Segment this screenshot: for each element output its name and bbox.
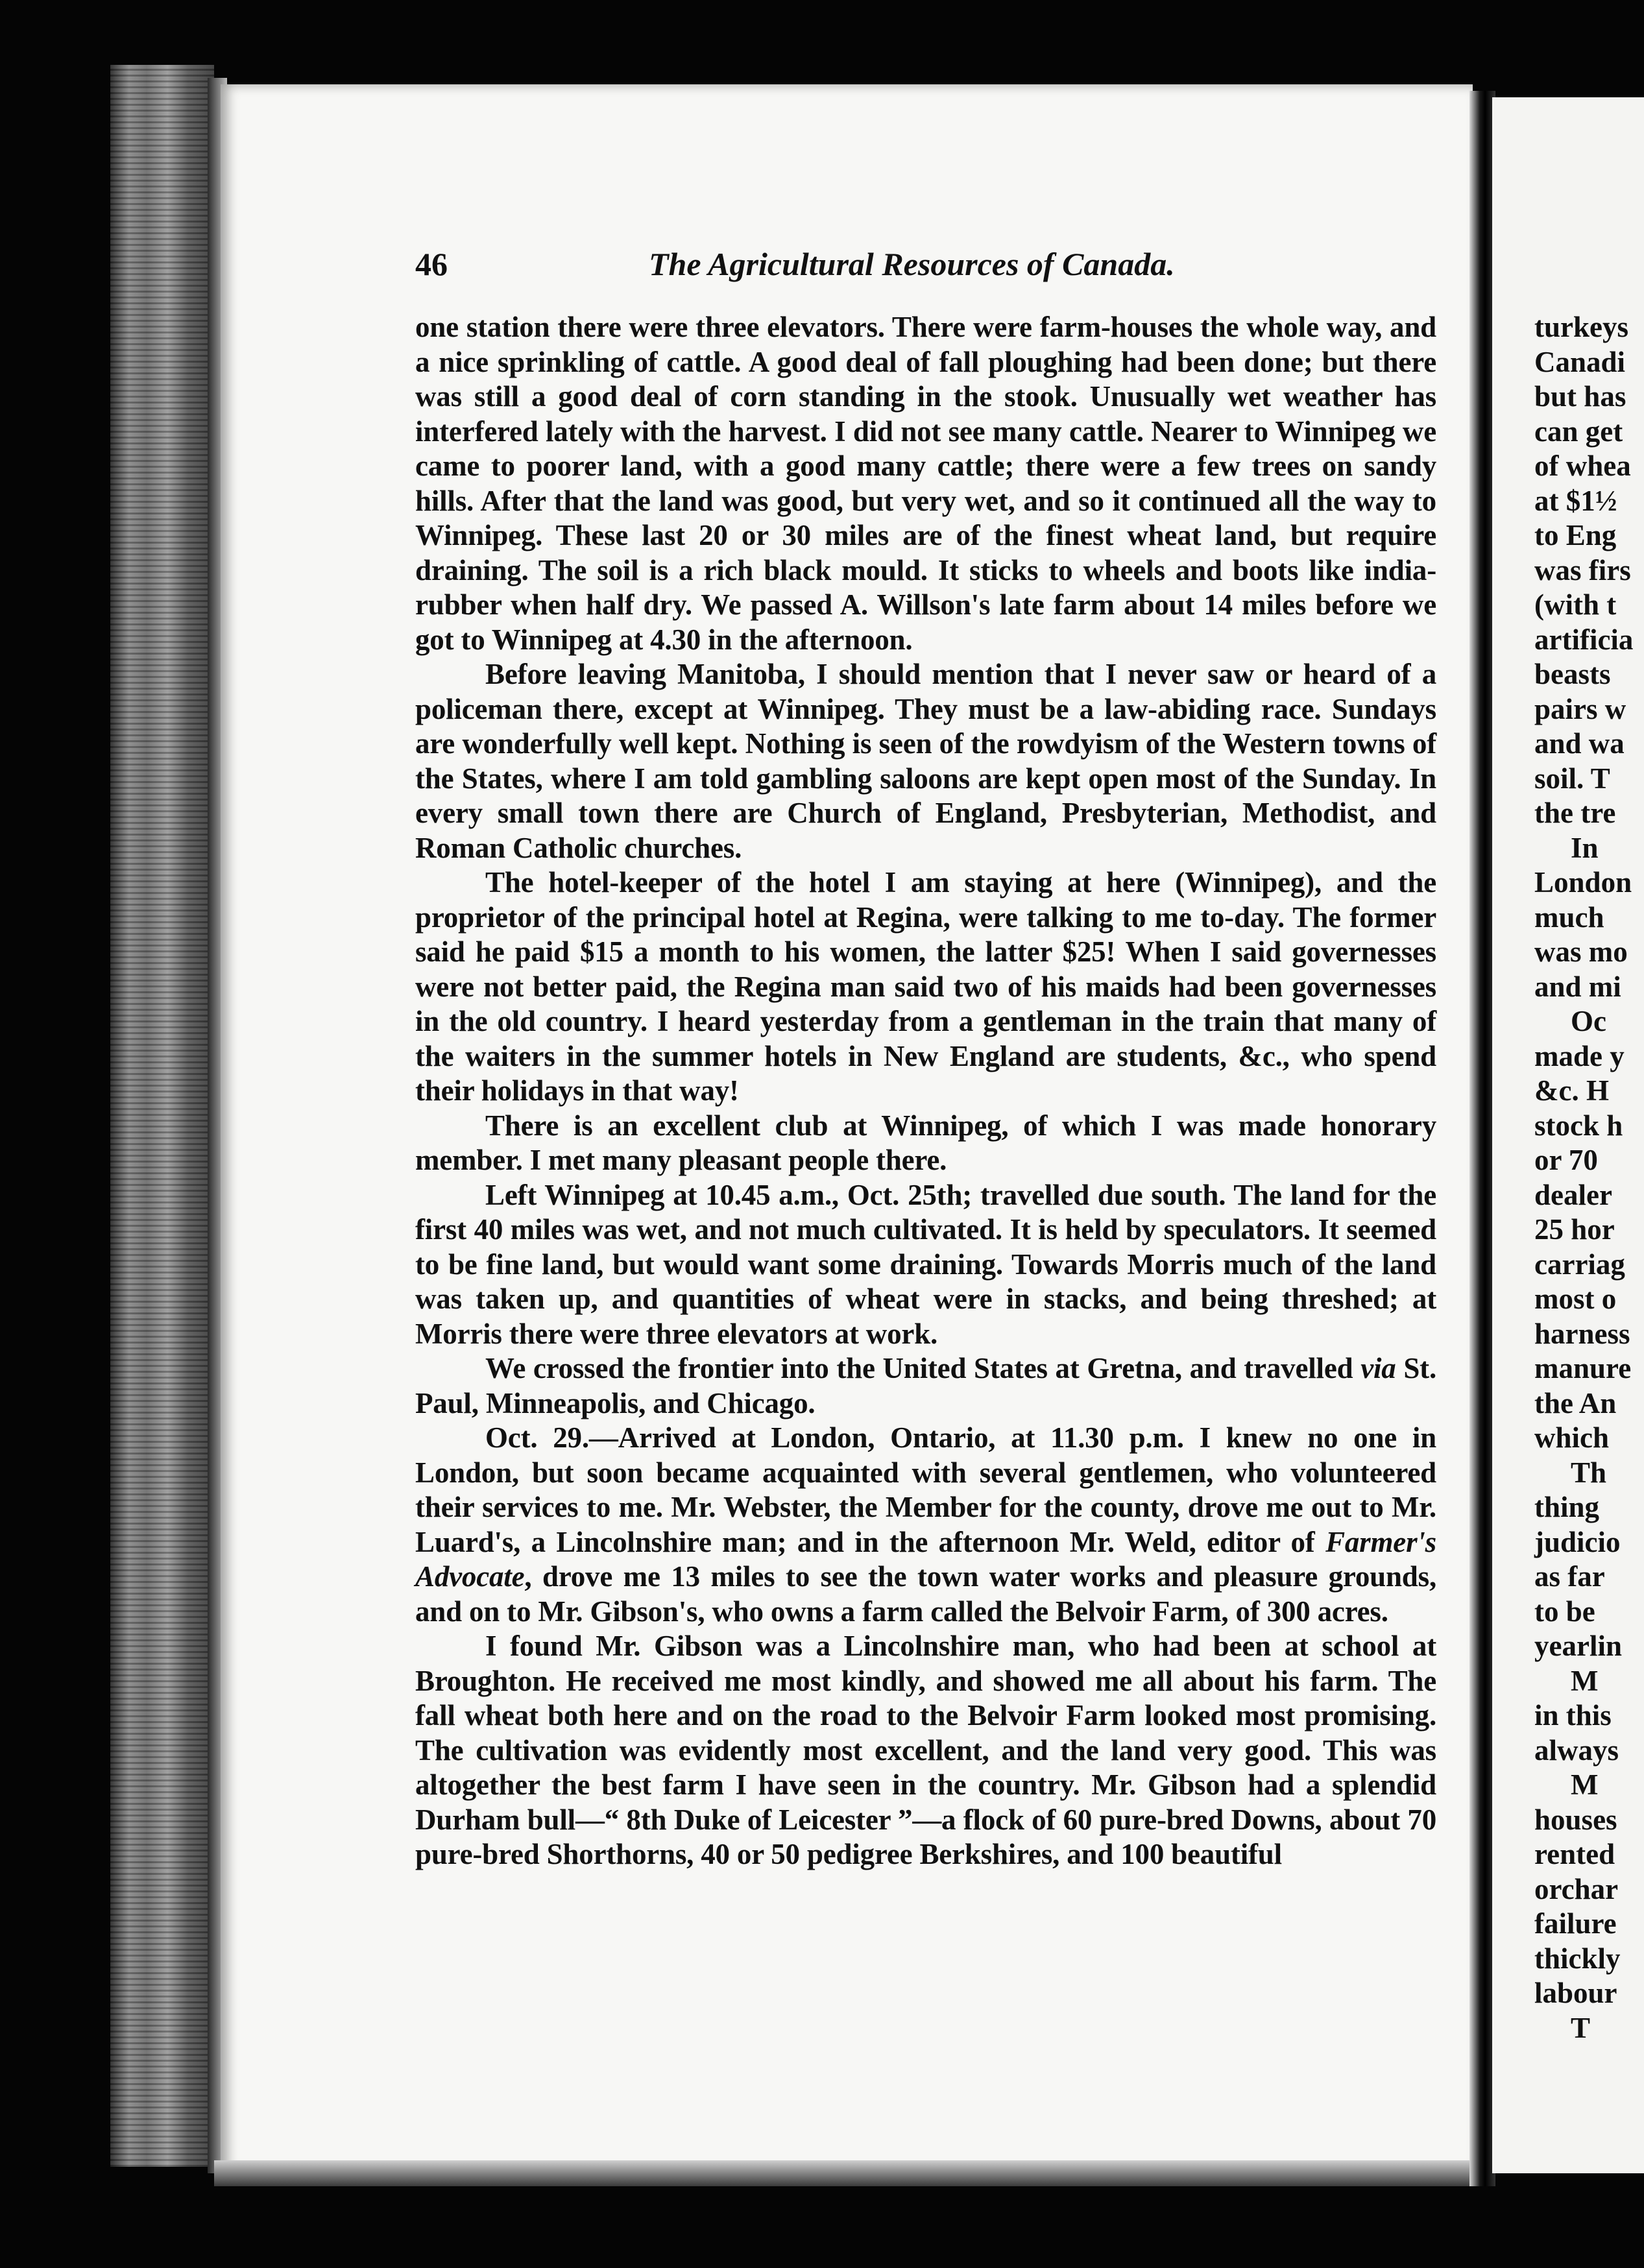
right-page-line: Canadi	[1534, 345, 1626, 378]
book-gutter	[1469, 91, 1495, 2186]
paragraph-2: Before leaving Manitoba, I should mention that I never saw or heard of a policeman there, except at Winnipeg. They must be a law-abiding race. Sundays are wonderfully well kept. Nothing is seen of the rowdyism of the Western towns of the States, where I am told gambling saloons are kept open most of the Sunday. In every small town there are Church of England, Presbyterian, Methodist, and Roman Catholic churches.	[415, 658, 1436, 864]
paragraph-3: The hotel-keeper of the hotel I am staying at here (Winnipeg), and the proprietor of the principal hotel at Regina, were talking to me to-day. The former said he paid $15 a month to his women, the latter $25! When I said governesses were not better paid, the Regina man said two of his maids had been governesses in the old country. I heard yesterday from a gentleman in the train that many of the waiters in the summer hotels in New England are students, &c., who spend their holidays in that way!	[415, 866, 1436, 1107]
paragraph-6-text-b: St. Paul, Minneapolis, and Chicago.	[415, 1352, 1436, 1419]
right-page-line: in this	[1534, 1699, 1612, 1731]
page-number: 46	[415, 246, 448, 282]
right-page-line: Oc	[1571, 1005, 1606, 1037]
right-page-line: thing	[1534, 1491, 1600, 1523]
right-page-line: and mi	[1534, 970, 1621, 1003]
right-page-line: of whea	[1534, 450, 1631, 482]
book-fore-edge	[110, 65, 214, 2167]
right-page-line: the tre	[1534, 797, 1616, 829]
paragraph-7-text-b: , drove me 13 miles to see the town water works and pleasure grounds, and on to Mr. Gibson's, who owns a farm called the Belvoir Farm, of 300 acres.	[415, 1560, 1436, 1628]
running-title: The Agricultural Resources of Canada.	[649, 246, 1175, 282]
right-page-line: labour	[1534, 1977, 1617, 2009]
right-page-line: harness	[1534, 1317, 1630, 1350]
paragraph-7	[415, 1421, 1436, 1629]
right-page-line: Th	[1571, 1456, 1607, 1489]
right-page-line: yearlin	[1534, 1630, 1622, 1662]
right-page-line: turkeys	[1534, 311, 1628, 343]
right-page-line: 25 hor	[1534, 1213, 1615, 1246]
right-page-line: or 70	[1534, 1144, 1598, 1176]
right-page-line: most o	[1534, 1283, 1617, 1315]
page-bottom-edge	[214, 2160, 1486, 2186]
paragraph-4: There is an excellent club at Winnipeg, of which I was made honorary member. I met many pleasant people there.	[415, 1109, 1436, 1176]
right-page-line: pairs w	[1534, 692, 1626, 725]
right-page-line: to Eng	[1534, 519, 1617, 551]
right-page-line: houses	[1534, 1803, 1617, 1836]
paragraph-7-publication: Farmer's Advocate	[415, 1525, 1436, 1593]
right-page-line: and wa	[1534, 727, 1625, 760]
right-page-line: stock h	[1534, 1109, 1623, 1142]
right-page-text	[1534, 310, 1644, 2045]
right-page-line: to be	[1534, 1595, 1595, 1628]
right-page-line: thickly	[1534, 1942, 1621, 1975]
right-page-line: at $1½	[1534, 484, 1617, 517]
right-page-line: was firs	[1534, 553, 1631, 586]
right-page-line: M	[1571, 1664, 1599, 1697]
right-page-line: T	[1571, 2011, 1591, 2044]
paragraph-7-text-a: Oct. 29.—Arrived at London, Ontario, at 11.30 p.m. I knew no one in London, but soon became acquainted with several gentlemen, who volunteered their services to me. Mr. Webster, the Member for the county, drove me out to Mr. Luard's, a Lincolnshire man; and in the afternoon Mr. Weld, editor of	[415, 1421, 1436, 1558]
right-page-line: failure	[1534, 1907, 1617, 1940]
right-page-line: much	[1534, 900, 1604, 934]
paragraph-6	[415, 1351, 1436, 1421]
right-page-line: artificia	[1534, 623, 1634, 656]
paragraph-8: I found Mr. Gibson was a Lincolnshire man, who had been at school at Broughton. He received me most kindly, and showed me all about his farm. The fall wheat both here and on the road to the Belvoir Farm looked most promising. The cultivation was evidently most excellent, and the land very good. This was altogether the best farm I have seen in the country. Mr. Gibson had a splendid Durham bull—“ 8th Duke of Leicester ”—a flock of 60 pure-bred Downs, about 70 pure-bred Shorthorns, 40 or 50 pedigree Berkshires, and 100 beautiful	[415, 1630, 1436, 1870]
page-header	[415, 245, 1220, 291]
right-page-line: beasts	[1534, 658, 1611, 690]
right-page-line: &c. H	[1534, 1074, 1609, 1107]
right-page-line: soil. T	[1534, 762, 1610, 795]
right-page-line: M	[1571, 1768, 1599, 1801]
right-page-line: judicio	[1534, 1525, 1621, 1558]
right-page-line: orchar	[1534, 1872, 1619, 1905]
right-page-line: (with t	[1534, 588, 1617, 621]
right-page-line: can get	[1534, 415, 1623, 448]
right-page-line: dealer	[1534, 1178, 1612, 1211]
right-page-line: which	[1534, 1421, 1610, 1454]
right-page-line: rented	[1534, 1838, 1615, 1870]
right-page-line: the An	[1534, 1386, 1617, 1419]
right-page-line: made y	[1534, 1039, 1625, 1072]
right-page-line: always	[1534, 1733, 1619, 1767]
paragraph-5: Left Winnipeg at 10.45 a.m., Oct. 25th; travelled due south. The land for the first 40 miles was wet, and not much cultivated. It is held by speculators. It seemed to be fine land, but would want some draining. Towards Morris much of the land was taken up, and quantities of wheat were in stacks, and being threshed; at Morris there were three elevators at work.	[415, 1178, 1436, 1350]
right-page-line: manure	[1534, 1352, 1632, 1384]
right-page-line: London	[1534, 866, 1632, 899]
right-page-line: as far	[1534, 1560, 1605, 1593]
right-page-line: carriag	[1534, 1248, 1625, 1281]
paragraph-6-via: via	[1360, 1352, 1396, 1384]
right-page-line: was mo	[1534, 935, 1628, 968]
paragraph-6-text-a: We crossed the frontier into the United States at Gretna, and travelled	[485, 1352, 1361, 1384]
right-page-line: but has	[1534, 380, 1626, 413]
right-page-line: In	[1571, 831, 1599, 864]
paragraph-1: one station there were three elevators. There were farm-houses the whole way, and a nice sprinkling of cattle. A good deal of fall ploughing had been done; but there was still a good deal of corn standing in the stook. Unusually wet weather has interfered lately with the harvest. I did not see many cattle. Nearer to Winnipeg we came to poorer land, with a good many cattle; there were a few trees on sandy hills. After that the land was good, but very wet, and so it continued all the way to Winnipeg. These last 20 or 30 miles are of the finest wheat land, but require draining. The soil is a rich black mould. It sticks to wheels and boots like india-rubber when half dry. We passed A. Willson's late farm about 14 miles before we got to Winnipeg at 4.30 in the afternoon.	[415, 311, 1436, 656]
body-text	[415, 310, 1436, 1872]
